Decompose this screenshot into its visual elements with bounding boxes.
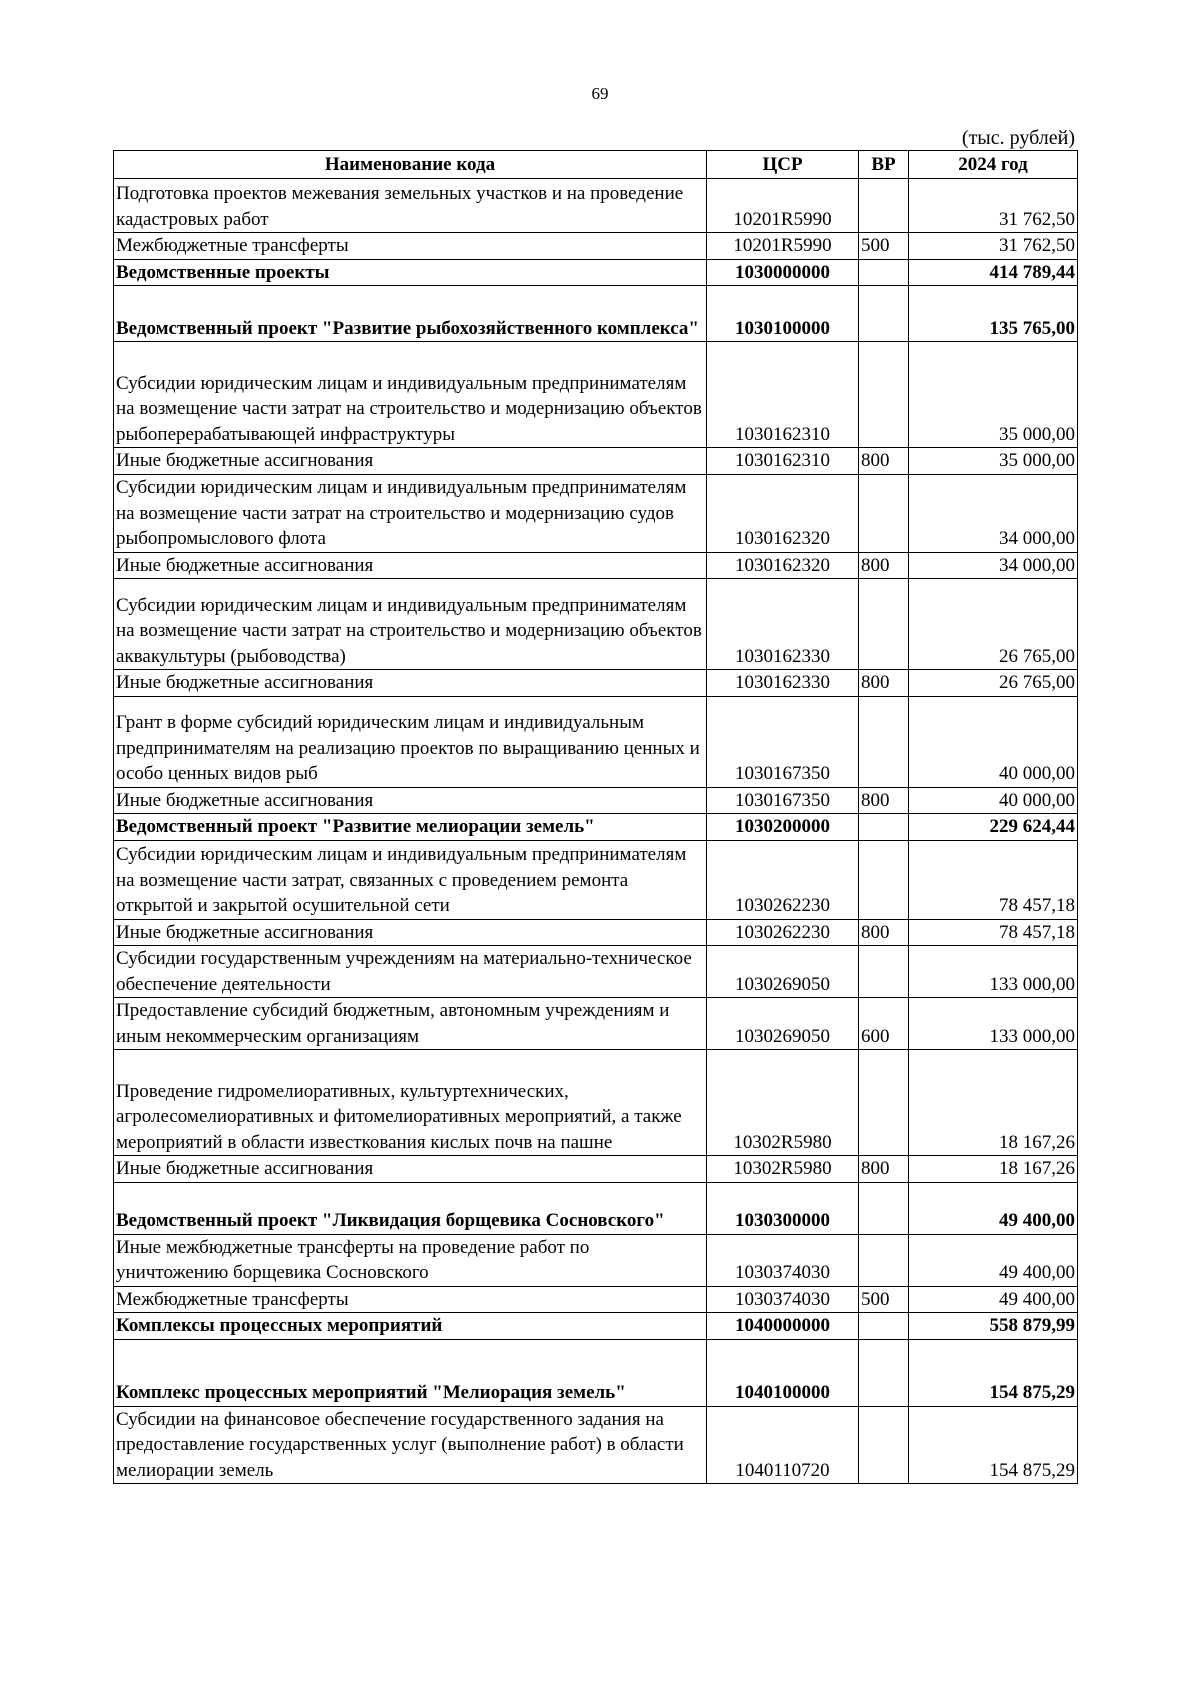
cell-vr bbox=[859, 474, 909, 552]
table-row bbox=[114, 286, 1078, 342]
cell-value: 133 000,00 bbox=[909, 998, 1078, 1050]
table-row bbox=[114, 998, 1078, 1050]
cell-name: Иные межбюджетные трансферты на проведение работ по уничтожению борщевика Сосновского bbox=[114, 1234, 707, 1286]
cell-vr bbox=[859, 814, 909, 841]
table-row bbox=[114, 1286, 1078, 1313]
cell-vr bbox=[859, 259, 909, 286]
cell-value: 18 167,26 bbox=[909, 1050, 1078, 1156]
cell-name: Субсидии юридическим лицам и индивидуальным предпринимателям на возмещение части затрат на строительство и модернизацию объектов рыбоперерабатывающей инфраструктуры bbox=[114, 342, 707, 448]
table-row bbox=[114, 179, 1078, 233]
cell-vr bbox=[859, 1182, 909, 1234]
table-row bbox=[114, 840, 1078, 919]
cell-value: 49 400,00 bbox=[909, 1234, 1078, 1286]
cell-value: 135 765,00 bbox=[909, 286, 1078, 342]
cell-csr: 1030300000 bbox=[707, 1182, 859, 1234]
cell-name: Субсидии юридическим лицам и индивидуальным предпринимателям на возмещение части затрат на строительство и модернизацию судов рыбопромыслового флота bbox=[114, 474, 707, 552]
cell-name: Иные бюджетные ассигнования bbox=[114, 448, 707, 475]
cell-name: Подготовка проектов межевания земельных участков и на проведение кадастровых работ bbox=[114, 179, 707, 233]
cell-value: 35 000,00 bbox=[909, 448, 1078, 475]
table-header-row bbox=[114, 151, 1078, 179]
table-row bbox=[114, 1050, 1078, 1156]
cell-csr: 1030262230 bbox=[707, 919, 859, 946]
cell-vr bbox=[859, 342, 909, 448]
cell-value: 154 875,29 bbox=[909, 1339, 1078, 1406]
cell-csr: 1030162310 bbox=[707, 342, 859, 448]
cell-vr: 800 bbox=[859, 670, 909, 697]
table-row bbox=[114, 259, 1078, 286]
cell-name: Иные бюджетные ассигнования bbox=[114, 787, 707, 814]
cell-name: Субсидии государственным учреждениям на материально-техническое обеспечение деятельности bbox=[114, 946, 707, 998]
cell-vr: 500 bbox=[859, 1286, 909, 1313]
cell-csr: 1040000000 bbox=[707, 1313, 859, 1340]
table-row bbox=[114, 670, 1078, 697]
cell-value: 133 000,00 bbox=[909, 946, 1078, 998]
header-name: Наименование кода bbox=[114, 151, 707, 179]
table-row bbox=[114, 696, 1078, 787]
cell-vr bbox=[859, 286, 909, 342]
table-body bbox=[114, 179, 1078, 1484]
cell-csr: 1030100000 bbox=[707, 286, 859, 342]
cell-value: 49 400,00 bbox=[909, 1182, 1078, 1234]
table-row bbox=[114, 919, 1078, 946]
cell-vr bbox=[859, 946, 909, 998]
cell-vr bbox=[859, 1406, 909, 1484]
table-row bbox=[114, 1182, 1078, 1234]
cell-name: Межбюджетные трансферты bbox=[114, 1286, 707, 1313]
cell-csr: 1030000000 bbox=[707, 259, 859, 286]
cell-value: 34 000,00 bbox=[909, 474, 1078, 552]
cell-name: Субсидии юридическим лицам и индивидуальным предпринимателям на возмещение части затрат, связанных с проведением ремонта открытой и закрытой осушительной сети bbox=[114, 840, 707, 919]
cell-csr: 1030162330 bbox=[707, 579, 859, 670]
header-csr: ЦСР bbox=[707, 151, 859, 179]
cell-value: 154 875,29 bbox=[909, 1406, 1078, 1484]
table-row bbox=[114, 1313, 1078, 1340]
cell-name: Комплексы процессных мероприятий bbox=[114, 1313, 707, 1340]
table-row bbox=[114, 233, 1078, 260]
cell-vr: 800 bbox=[859, 787, 909, 814]
table-row bbox=[114, 787, 1078, 814]
cell-value: 229 624,44 bbox=[909, 814, 1078, 841]
cell-value: 31 762,50 bbox=[909, 233, 1078, 260]
cell-name: Иные бюджетные ассигнования bbox=[114, 670, 707, 697]
cell-name: Субсидии юридическим лицам и индивидуальным предпринимателям на возмещение части затрат на строительство и модернизацию объектов аквакультуры (рыбоводства) bbox=[114, 579, 707, 670]
cell-value: 34 000,00 bbox=[909, 552, 1078, 579]
cell-csr: 10201R5990 bbox=[707, 179, 859, 233]
cell-value: 31 762,50 bbox=[909, 179, 1078, 233]
cell-vr bbox=[859, 1234, 909, 1286]
cell-csr: 1030262230 bbox=[707, 840, 859, 919]
cell-vr: 800 bbox=[859, 919, 909, 946]
table-row bbox=[114, 1406, 1078, 1484]
cell-name: Ведомственные проекты bbox=[114, 259, 707, 286]
cell-csr: 1030167350 bbox=[707, 787, 859, 814]
cell-name: Проведение гидромелиоративных, культуртехнических, агролесомелиоративных и фитомелиоративных мероприятий, а также мероприятий в области известкования кислых почв на пашне bbox=[114, 1050, 707, 1156]
table-row bbox=[114, 1234, 1078, 1286]
cell-vr bbox=[859, 579, 909, 670]
cell-vr bbox=[859, 696, 909, 787]
cell-csr: 1030162320 bbox=[707, 552, 859, 579]
table-row bbox=[114, 946, 1078, 998]
cell-csr: 10302R5980 bbox=[707, 1156, 859, 1183]
cell-value: 26 765,00 bbox=[909, 670, 1078, 697]
cell-vr: 800 bbox=[859, 552, 909, 579]
header-year: 2024 год bbox=[909, 151, 1078, 179]
cell-value: 78 457,18 bbox=[909, 919, 1078, 946]
cell-csr: 1030162320 bbox=[707, 474, 859, 552]
cell-csr: 1030200000 bbox=[707, 814, 859, 841]
cell-csr: 1030374030 bbox=[707, 1234, 859, 1286]
table-row bbox=[114, 342, 1078, 448]
cell-vr bbox=[859, 840, 909, 919]
cell-value: 49 400,00 bbox=[909, 1286, 1078, 1313]
cell-name: Грант в форме субсидий юридическим лицам и индивидуальным предпринимателям на реализацию проектов по выращиванию ценных и особо ценных видов рыб bbox=[114, 696, 707, 787]
cell-name: Ведомственный проект "Развитие рыбохозяйственного комплекса" bbox=[114, 286, 707, 342]
cell-csr: 1030374030 bbox=[707, 1286, 859, 1313]
cell-name: Межбюджетные трансферты bbox=[114, 233, 707, 260]
cell-value: 26 765,00 bbox=[909, 579, 1078, 670]
budget-table bbox=[113, 150, 1078, 1484]
cell-vr bbox=[859, 1339, 909, 1406]
table-row bbox=[114, 1156, 1078, 1183]
cell-name: Субсидии на финансовое обеспечение государственного задания на предоставление государственных услуг (выполнение работ) в области мелиорации земель bbox=[114, 1406, 707, 1484]
cell-csr: 1030162310 bbox=[707, 448, 859, 475]
cell-vr bbox=[859, 1050, 909, 1156]
cell-value: 40 000,00 bbox=[909, 696, 1078, 787]
cell-value: 78 457,18 bbox=[909, 840, 1078, 919]
cell-csr: 1030269050 bbox=[707, 946, 859, 998]
cell-vr: 800 bbox=[859, 1156, 909, 1183]
cell-vr: 500 bbox=[859, 233, 909, 260]
cell-name: Ведомственный проект "Развитие мелиорации земель" bbox=[114, 814, 707, 841]
cell-csr: 1030167350 bbox=[707, 696, 859, 787]
cell-value: 40 000,00 bbox=[909, 787, 1078, 814]
table-row bbox=[114, 552, 1078, 579]
cell-vr: 600 bbox=[859, 998, 909, 1050]
cell-name: Комплекс процессных мероприятий "Мелиорация земель" bbox=[114, 1339, 707, 1406]
table-row bbox=[114, 814, 1078, 841]
header-vr: ВР bbox=[859, 151, 909, 179]
table-row bbox=[114, 474, 1078, 552]
cell-name: Иные бюджетные ассигнования bbox=[114, 552, 707, 579]
table-row bbox=[114, 579, 1078, 670]
page-number: 69 bbox=[591, 84, 609, 103]
cell-name: Иные бюджетные ассигнования bbox=[114, 919, 707, 946]
table-row bbox=[114, 448, 1078, 475]
cell-value: 414 789,44 bbox=[909, 259, 1078, 286]
cell-csr: 1030162330 bbox=[707, 670, 859, 697]
cell-csr: 1030269050 bbox=[707, 998, 859, 1050]
cell-csr: 1040110720 bbox=[707, 1406, 859, 1484]
cell-value: 35 000,00 bbox=[909, 342, 1078, 448]
cell-vr bbox=[859, 179, 909, 233]
cell-value: 18 167,26 bbox=[909, 1156, 1078, 1183]
cell-csr: 1040100000 bbox=[707, 1339, 859, 1406]
table-row bbox=[114, 1339, 1078, 1406]
units-label: (тыс. рублей) bbox=[961, 127, 1075, 149]
cell-csr: 10302R5980 bbox=[707, 1050, 859, 1156]
cell-name: Иные бюджетные ассигнования bbox=[114, 1156, 707, 1183]
cell-value: 558 879,99 bbox=[909, 1313, 1078, 1340]
cell-vr: 800 bbox=[859, 448, 909, 475]
cell-name: Ведомственный проект "Ликвидация борщевика Сосновского" bbox=[114, 1182, 707, 1234]
cell-name: Предоставление субсидий бюджетным, автономным учреждениям и иным некоммерческим организациям bbox=[114, 998, 707, 1050]
cell-vr bbox=[859, 1313, 909, 1340]
cell-csr: 10201R5990 bbox=[707, 233, 859, 260]
